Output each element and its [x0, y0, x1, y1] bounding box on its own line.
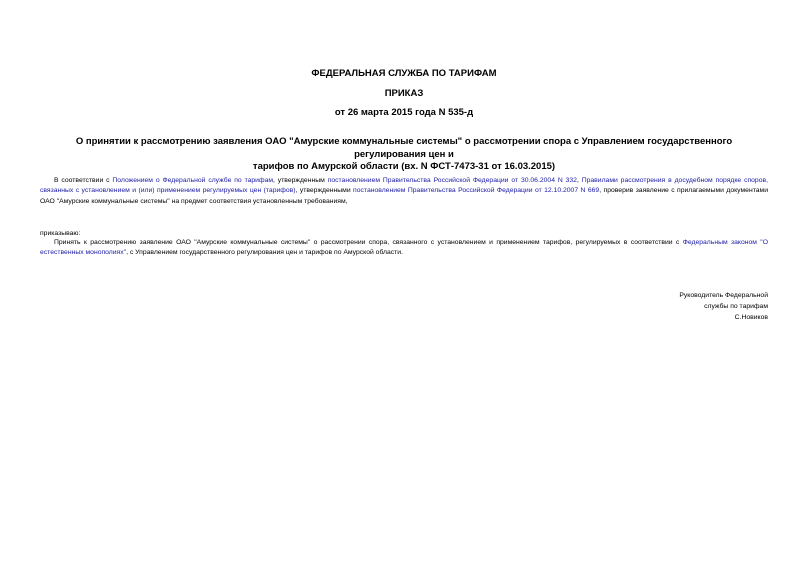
intro-text-4: , утвержденными: [295, 187, 354, 195]
regulation-fst-link[interactable]: Положением о Федеральной службе по тарифам: [112, 177, 274, 184]
signature-block: [618, 290, 768, 323]
decision-text-1: Принять к рассмотрению заявление ОАО "Амурские коммунальные системы" о рассмотрении спора, связанного с установлением и применением тарифов, регулируемых в соответствии с: [54, 239, 683, 246]
resolution-332-link[interactable]: постановлением Правительства Российской Федерации от 30.06.2004 N 332: [327, 177, 577, 184]
natural-monopolies-law-link[interactable]: Федеральным законом "О естественных монополиях": [40, 239, 768, 257]
intro-text-1: В соответствии с: [54, 177, 113, 184]
signature-position-line-2: службы по тарифам: [704, 303, 768, 310]
title-line-1: О принятии к рассмотрению заявления ОАО "Амурские коммунальные системы" о рассмотрении спора с Управлением государственного регулирования цен и: [75, 136, 733, 160]
document-date-heading: от 26 марта 2015 года N 535-д: [334, 107, 474, 118]
dispute-rules-link[interactable]: Правилами рассмотрения в досудебном порядке споров, связанных с установлением и (или) применением регулируемых цен (тарифов): [40, 177, 768, 195]
intro-text-5: , проверив заявление с прилагаемыми документами ОАО "Амурские коммунальные системы" на предмет соответствия установленным требованиям,: [40, 187, 768, 205]
signature-name: С.Новиков: [734, 314, 768, 321]
resolution-669-link[interactable]: постановлением Правительства Российской Федерации от 12.10.2007 N 669: [353, 187, 600, 195]
intro-text-3: ,: [576, 177, 582, 184]
issuer-heading: ФЕДЕРАЛЬНАЯ СЛУЖБА ПО ТАРИФАМ: [311, 68, 497, 79]
order-word: приказываю:: [40, 230, 81, 237]
intro-paragraph: [40, 176, 768, 207]
decision-text-2: , с Управлением государственного регулирования цен и тарифов по Амурской области.: [126, 249, 403, 257]
document-page: [40, 0, 768, 571]
document-type-heading: ПРИКАЗ: [384, 88, 424, 99]
signature-position-line-1: Руководитель Федеральной: [679, 292, 768, 299]
title-line-2: тарифов по Амурской области (вх. N ФСТ-7473-31 от 16.03.2015): [252, 161, 556, 172]
document-title: [40, 136, 768, 174]
decision-paragraph: [40, 238, 768, 259]
intro-text-2: , утвержденным: [273, 177, 328, 184]
